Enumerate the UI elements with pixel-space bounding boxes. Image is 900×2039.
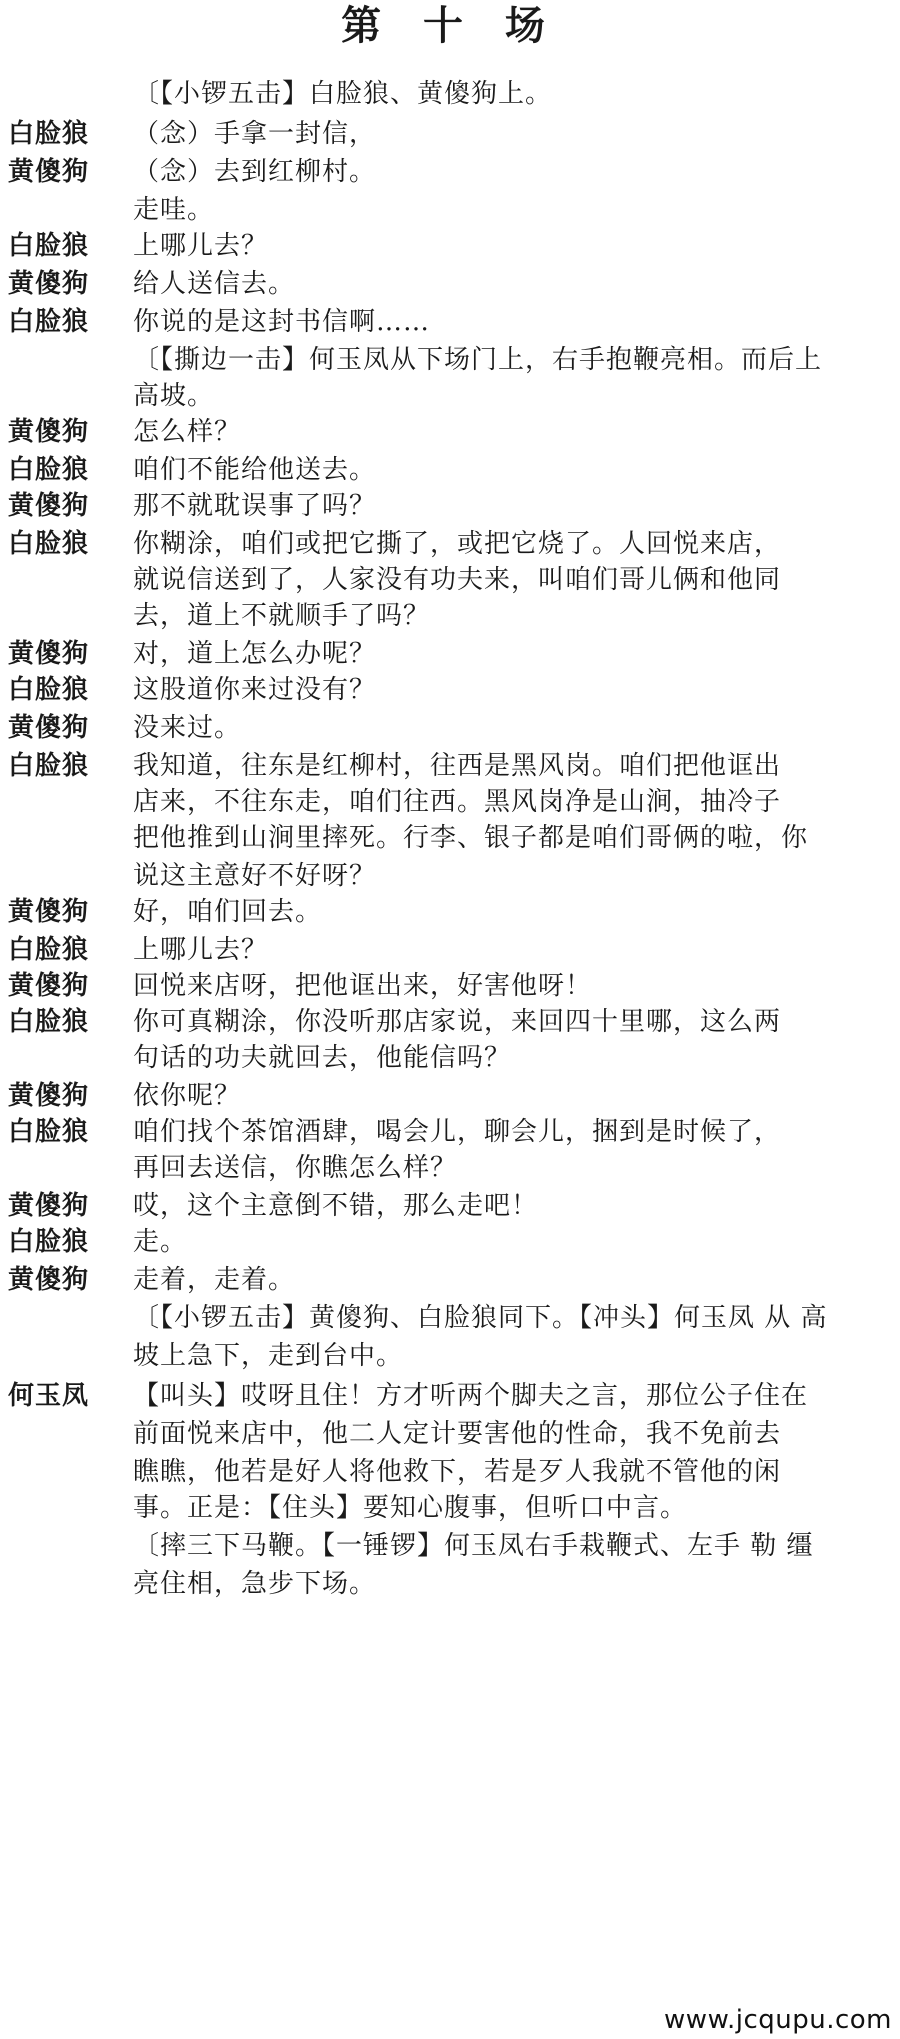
stage-direction-text: 去，道上不就顺手了吗？: [133, 601, 431, 631]
dialogue-text: 【叫头】哎呀且住！方才听两个脚夫之言，那位公子住在: [133, 1381, 809, 1411]
stage-direction-text: 瞧瞧，他若是好人将他救下，若是歹人我就不管他的闲: [133, 1457, 782, 1487]
dialogue-text: 你糊涂，咱们或把它撕了，或把它烧了。人回悦来店，: [133, 529, 782, 559]
stage-direction-text: 坡上急下，走到台中。: [133, 1341, 404, 1371]
stage-direction-text: 〔摔三下马鞭。【一锤锣】何玉凤右手栽鞭式、左手 勒 缰: [133, 1531, 814, 1561]
speaker-name: 白脸狼: [8, 1007, 90, 1037]
dialogue-text: 上哪儿去？: [133, 935, 269, 965]
dialogue-text: 给人送信去。: [133, 269, 296, 299]
speaker-name: 黄傻狗: [8, 897, 90, 927]
speaker-name: 白脸狼: [8, 751, 90, 781]
speaker-name: 白脸狼: [8, 1117, 90, 1147]
stage-direction-text: 亮住相，急步下场。: [133, 1569, 377, 1599]
dialogue-text: 没来过。: [133, 713, 242, 743]
dialogue-text: 对，道上怎么办呢？: [133, 639, 377, 669]
stage-direction-text: 把他推到山涧里摔死。行李、银子都是咱们哥俩的啦，你: [133, 823, 809, 853]
speaker-name: 白脸狼: [8, 675, 90, 705]
speaker-name: 白脸狼: [8, 529, 90, 559]
dialogue-text: 走。: [133, 1227, 188, 1257]
dialogue-text: 回悦来店呀，把他诓出来，好害他呀！: [133, 971, 593, 1001]
dialogue-text: 你说的是这封书信啊……: [133, 307, 431, 337]
dialogue-text: 依你呢？: [133, 1081, 242, 1111]
speaker-name: 黄傻狗: [8, 157, 90, 187]
stage-direction-text: 走哇。: [133, 195, 215, 225]
stage-direction-text: 就说信送到了，人家没有功夫来，叫咱们哥儿俩和他同: [133, 565, 782, 595]
speaker-name: 白脸狼: [8, 455, 90, 485]
stage-direction-text: 〔【小锣五击】黄傻狗、白脸狼同下。【冲头】何玉凤 从 高: [133, 1303, 828, 1333]
speaker-name: 何玉凤: [8, 1381, 90, 1411]
site-watermark: www.jcqupu.com: [664, 2005, 892, 2035]
speaker-name: 黄傻狗: [8, 971, 90, 1001]
dialogue-text: 好，咱们回去。: [133, 897, 323, 927]
speaker-name: 白脸狼: [8, 1227, 90, 1257]
speaker-name: 白脸狼: [8, 935, 90, 965]
dialogue-text: 咱们不能给他送去。: [133, 455, 377, 485]
dialogue-text: 我知道，往东是红柳村，往西是黑风岗。咱们把他诓出: [133, 751, 782, 781]
speaker-name: 黄傻狗: [8, 713, 90, 743]
stage-direction-text: 再回去送信，你瞧怎么样？: [133, 1153, 458, 1183]
dialogue-text: 咱们找个茶馆酒肆，喝会儿，聊会儿，捆到是时候了，: [133, 1117, 782, 1147]
dialogue-text: 那不就耽误事了吗？: [133, 491, 377, 521]
dialogue-text: 走着，走着。: [133, 1265, 296, 1295]
speaker-name: 黄傻狗: [8, 491, 90, 521]
scene-title: 第 十 场: [341, 2, 559, 49]
speaker-name: 黄傻狗: [8, 1191, 90, 1221]
dialogue-text: 这股道你来过没有？: [133, 675, 377, 705]
dialogue-text: （念）去到红柳村。: [133, 157, 377, 187]
dialogue-text: 哎，这个主意倒不错，那么走吧！: [133, 1191, 539, 1221]
speaker-name: 黄傻狗: [8, 1081, 90, 1111]
stage-direction-text: 店来，不往东走，咱们往西。黑风岗净是山涧，抽冷子: [133, 787, 782, 817]
speaker-name: 黄傻狗: [8, 269, 90, 299]
stage-direction-text: 前面悦来店中，他二人定计要害他的性命，我不免前去: [133, 1419, 782, 1449]
stage-direction-line: [0, 1558, 900, 1610]
stage-direction-text: 说这主意好不好呀？: [133, 861, 377, 891]
speaker-name: 白脸狼: [8, 307, 90, 337]
speaker-name: 黄傻狗: [8, 639, 90, 669]
dialogue-text: 怎么样？: [133, 417, 242, 447]
speaker-name: 黄傻狗: [8, 1265, 90, 1295]
speaker-name: 黄傻狗: [8, 417, 90, 447]
stage-direction-text: 〔【小锣五击】白脸狼、黄傻狗上。: [133, 79, 553, 109]
speaker-name: 白脸狼: [8, 119, 90, 149]
dialogue-text: （念）手拿一封信，: [133, 119, 377, 149]
speaker-name: 白脸狼: [8, 231, 90, 261]
stage-direction-text: 〔【撕边一击】何玉凤从下场门上，右手抱鞭亮相。而后上: [133, 345, 823, 375]
stage-direction-text: 事。正是：【住头】要知心腹事，但听口中言。: [133, 1493, 688, 1523]
stage-direction-text: 高坡。: [133, 381, 215, 411]
dialogue-text: 上哪儿去？: [133, 231, 269, 261]
dialogue-text: 你可真糊涂，你没听那店家说，来回四十里哪，这么两: [133, 1007, 782, 1037]
stage-direction-text: 句话的功夫就回去，他能信吗？: [133, 1043, 512, 1073]
